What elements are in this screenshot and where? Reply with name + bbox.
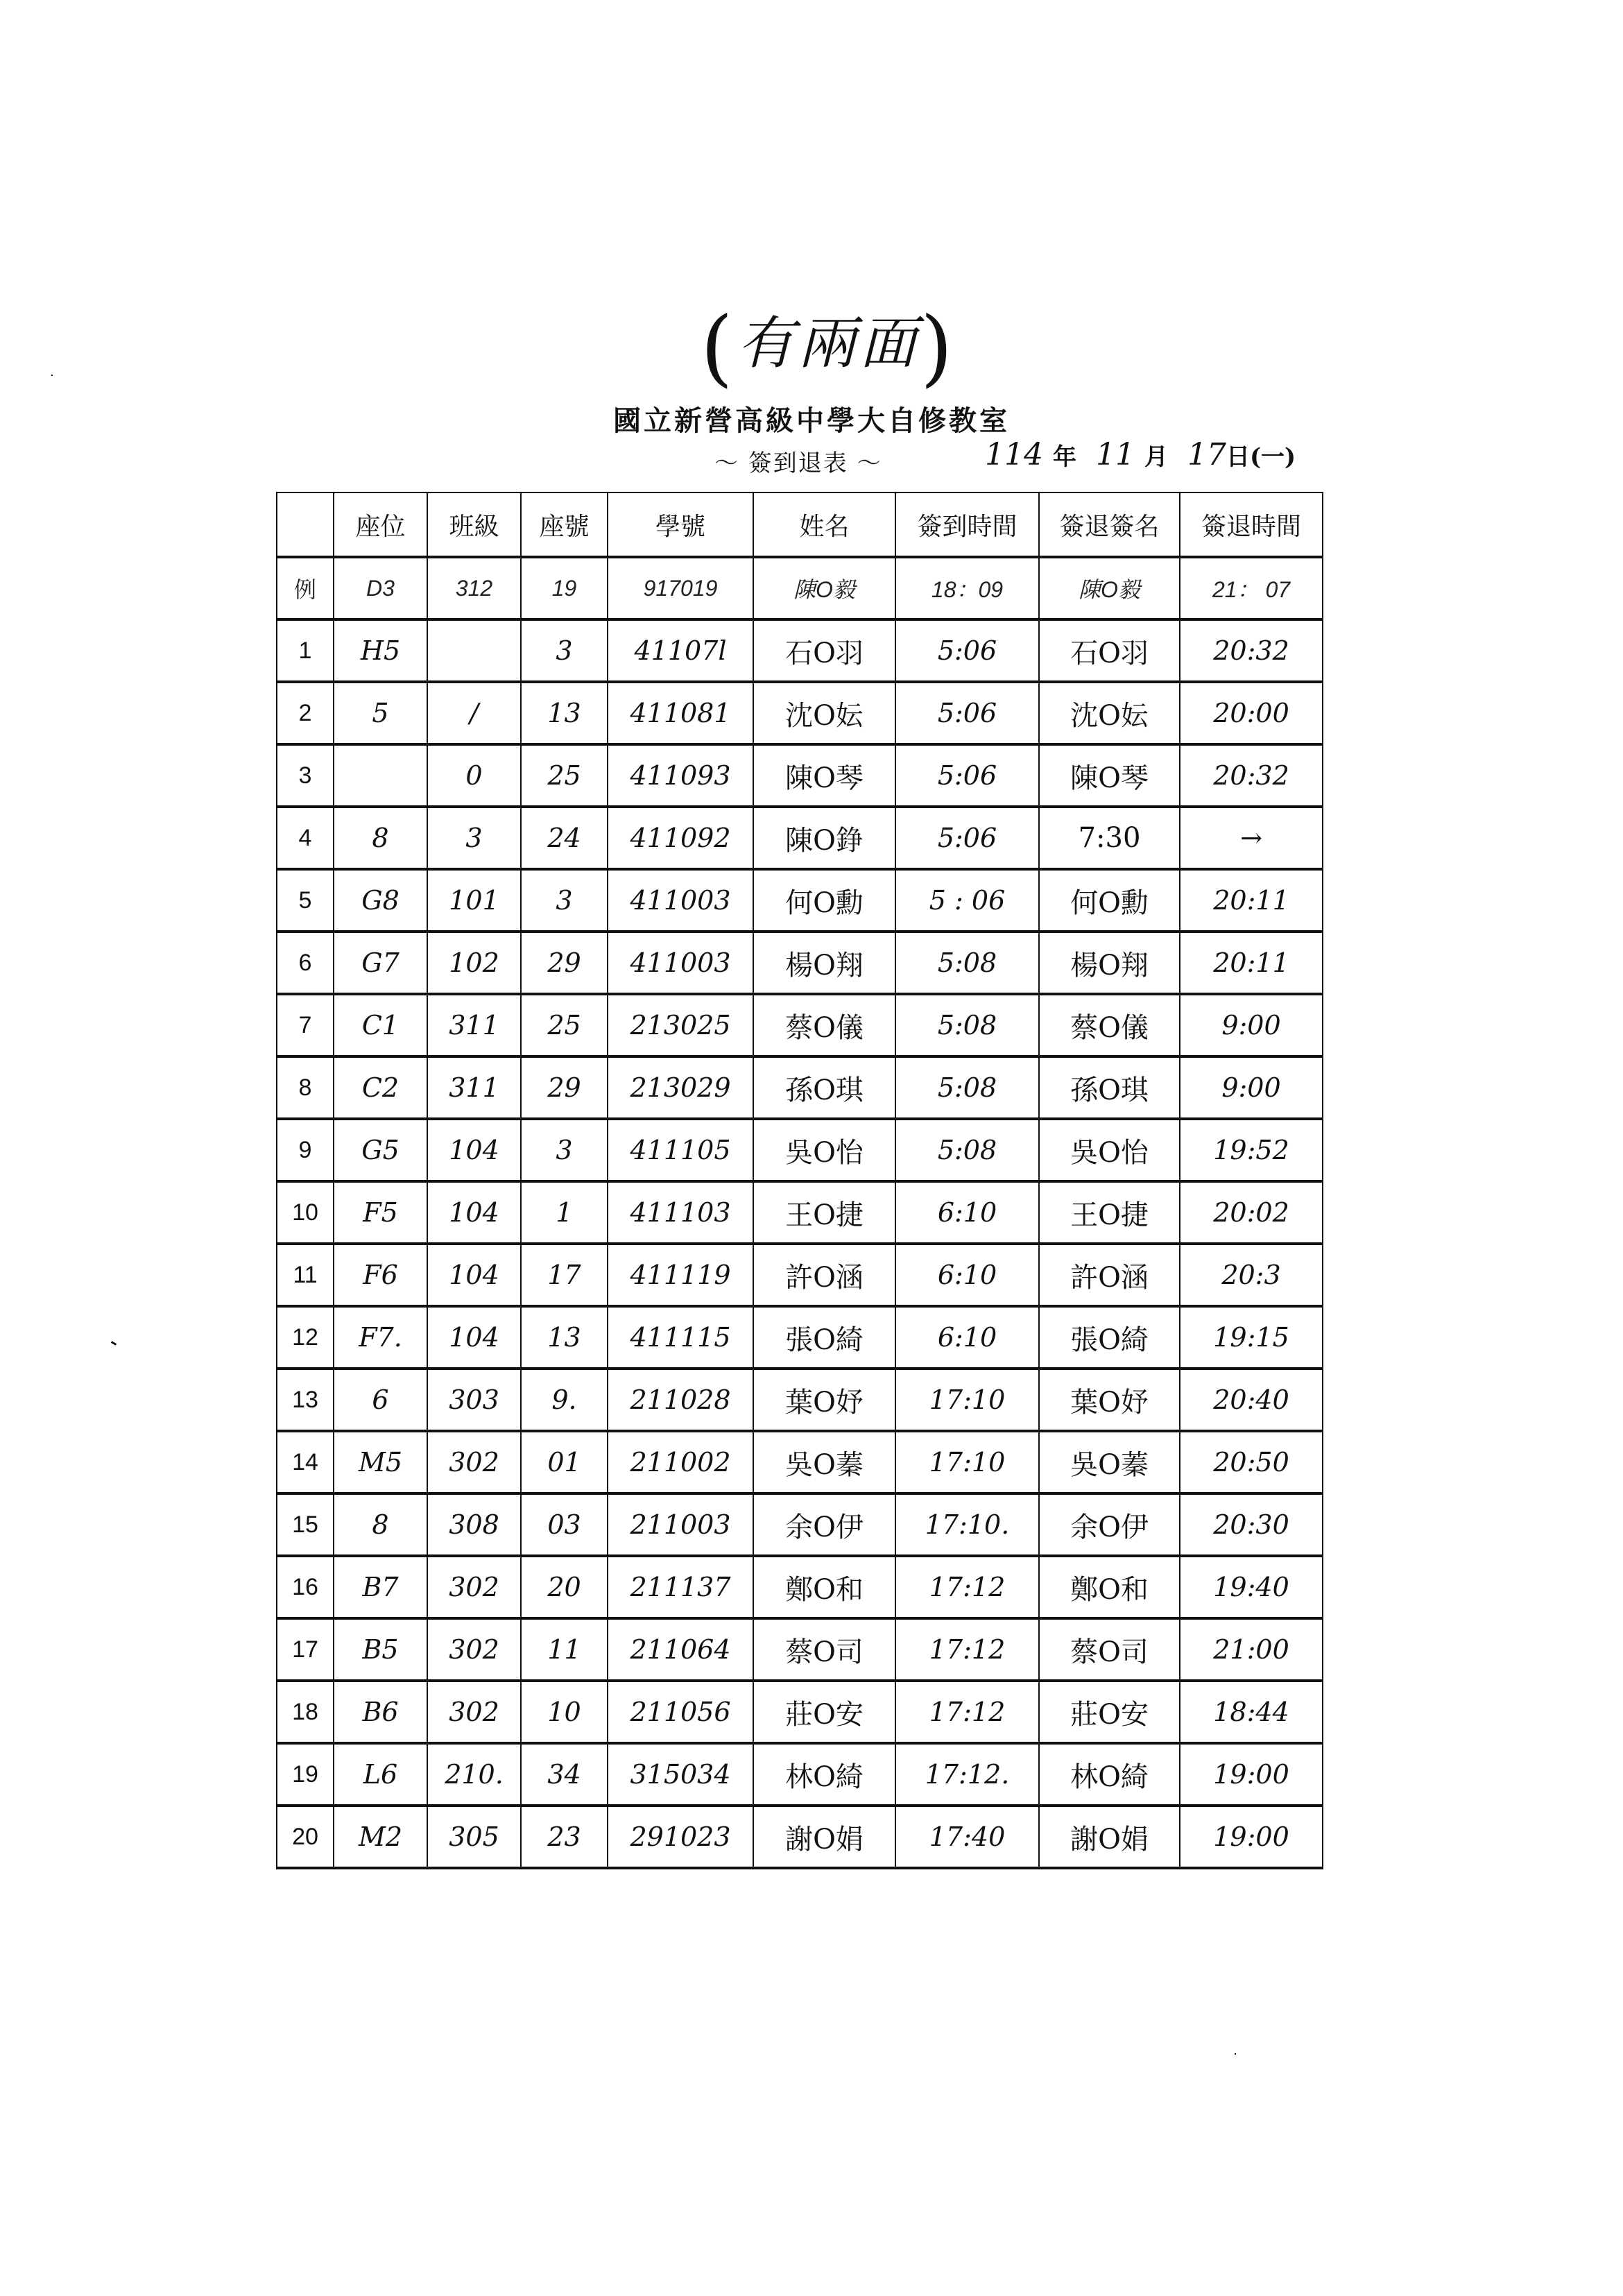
- number-cell: 13: [521, 1306, 608, 1369]
- row-number: 7: [277, 994, 334, 1056]
- student-id-cell: 411103: [608, 1181, 753, 1244]
- student-id-cell: 211003: [608, 1493, 753, 1556]
- row-number: 19: [277, 1743, 334, 1806]
- checkin-time-cell: 5:08: [895, 1056, 1039, 1119]
- checkin-time-cell: 5:08: [895, 1119, 1039, 1181]
- student-id-cell: 411093: [608, 744, 753, 807]
- number-cell: 3: [521, 1119, 608, 1181]
- number-cell: 17: [521, 1244, 608, 1306]
- checkout-time-cell: 19:00: [1180, 1806, 1323, 1868]
- date-month: 11: [1095, 437, 1135, 472]
- student-id-cell: 211137: [608, 1556, 753, 1618]
- checkout-signature-cell: 7:30: [1039, 807, 1180, 869]
- row-number: 5: [277, 869, 334, 932]
- seat-cell: F5: [334, 1181, 427, 1244]
- checkin-time-cell: 5:08: [895, 932, 1039, 994]
- seat-cell: F6: [334, 1244, 427, 1306]
- name-cell: 林O綺: [753, 1743, 895, 1806]
- seat-cell: 8: [334, 807, 427, 869]
- number-cell: 34: [521, 1743, 608, 1806]
- checkout-signature-cell: 蔡O司: [1039, 1618, 1180, 1681]
- example-class: 312: [427, 557, 521, 619]
- class-cell: 102: [427, 932, 521, 994]
- checkout-signature-cell: 何O勳: [1039, 869, 1180, 932]
- checkin-time-cell: 5:06: [895, 682, 1039, 744]
- checkin-time-cell: 6:10: [895, 1306, 1039, 1369]
- name-cell: 陳O錚: [753, 807, 895, 869]
- checkout-time-cell: 19:00: [1180, 1743, 1323, 1806]
- number-cell: 1: [521, 1181, 608, 1244]
- seat-cell: 8: [334, 1493, 427, 1556]
- student-id-cell: 213029: [608, 1056, 753, 1119]
- header-class: 班級: [427, 492, 521, 557]
- checkout-signature-cell: 張O綺: [1039, 1306, 1180, 1369]
- class-cell: 104: [427, 1181, 521, 1244]
- class-cell: 302: [427, 1431, 521, 1493]
- checkout-time-cell: →: [1180, 807, 1323, 869]
- row-number: 11: [277, 1244, 334, 1306]
- checkout-time-cell: 19:52: [1180, 1119, 1323, 1181]
- seat-cell: G7: [334, 932, 427, 994]
- checkin-time-cell: 17:12.: [895, 1743, 1039, 1806]
- checkout-signature-cell: 余O伊: [1039, 1493, 1180, 1556]
- row-number: 4: [277, 807, 334, 869]
- checkin-time-cell: 5:06: [895, 807, 1039, 869]
- class-cell: 302: [427, 1556, 521, 1618]
- header-row: [277, 492, 1323, 557]
- name-cell: 吳O怡: [753, 1119, 895, 1181]
- table-row: [277, 1493, 1323, 1556]
- example-label: 例: [277, 557, 334, 619]
- header-checkout-signature: 簽退簽名: [1039, 492, 1180, 557]
- name-cell: 陳O琴: [753, 744, 895, 807]
- table-row: [277, 1056, 1323, 1119]
- checkin-time-cell: 17:12: [895, 1556, 1039, 1618]
- name-cell: 石O羽: [753, 619, 895, 682]
- checkin-time-cell: 6:10: [895, 1244, 1039, 1306]
- checkout-signature-cell: 鄭O和: [1039, 1556, 1180, 1618]
- checkin-time-cell: 17:10: [895, 1369, 1039, 1431]
- seat-cell: H5: [334, 619, 427, 682]
- row-number: 13: [277, 1369, 334, 1431]
- seat-cell: 5: [334, 682, 427, 744]
- example-seat: D3: [334, 557, 427, 619]
- row-number: 12: [277, 1306, 334, 1369]
- row-number: 9: [277, 1119, 334, 1181]
- scan-speck: [51, 375, 53, 376]
- number-cell: 24: [521, 807, 608, 869]
- student-id-cell: 411105: [608, 1119, 753, 1181]
- example-number: 19: [521, 557, 608, 619]
- seat-cell: B6: [334, 1681, 427, 1743]
- seat-cell: [334, 744, 427, 807]
- class-cell: /: [427, 682, 521, 744]
- checkin-time-cell: 5:06: [895, 744, 1039, 807]
- example-name: 陳O毅: [753, 557, 895, 619]
- checkout-time-cell: 19:40: [1180, 1556, 1323, 1618]
- class-cell: [427, 619, 521, 682]
- checkout-time-cell: 20:32: [1180, 619, 1323, 682]
- header-number: 座號: [521, 492, 608, 557]
- name-cell: 鄭O和: [753, 1556, 895, 1618]
- checkout-time-cell: 18:44: [1180, 1681, 1323, 1743]
- table-row: [277, 1244, 1323, 1306]
- seat-cell: 6: [334, 1369, 427, 1431]
- row-number: 8: [277, 1056, 334, 1119]
- example-checkout: 21： 07: [1180, 557, 1323, 619]
- checkout-time-cell: 20:3: [1180, 1244, 1323, 1306]
- student-id-cell: 411092: [608, 807, 753, 869]
- number-cell: 3: [521, 619, 608, 682]
- student-id-cell: 211028: [608, 1369, 753, 1431]
- row-number: 10: [277, 1181, 334, 1244]
- number-cell: 25: [521, 994, 608, 1056]
- class-cell: 302: [427, 1618, 521, 1681]
- student-id-cell: 211064: [608, 1618, 753, 1681]
- date-day: 17: [1187, 437, 1226, 472]
- student-id-cell: 41107l: [608, 619, 753, 682]
- student-id-cell: 411115: [608, 1306, 753, 1369]
- checkin-time-cell: 6:10: [895, 1181, 1039, 1244]
- seat-cell: C2: [334, 1056, 427, 1119]
- checkout-time-cell: 20:30: [1180, 1493, 1323, 1556]
- class-cell: 0: [427, 744, 521, 807]
- table-row: [277, 1431, 1323, 1493]
- checkout-signature-cell: 謝O娟: [1039, 1806, 1180, 1868]
- row-number: 15: [277, 1493, 334, 1556]
- seat-cell: M5: [334, 1431, 427, 1493]
- checkout-signature-cell: 許O涵: [1039, 1244, 1180, 1306]
- number-cell: 3: [521, 869, 608, 932]
- number-cell: 10: [521, 1681, 608, 1743]
- checkout-signature-cell: 楊O翔: [1039, 932, 1180, 994]
- row-number: 2: [277, 682, 334, 744]
- checkin-time-cell: 17:10.: [895, 1493, 1039, 1556]
- checkout-signature-cell: 吳O蓁: [1039, 1431, 1180, 1493]
- student-id-cell: 411081: [608, 682, 753, 744]
- class-cell: 210.: [427, 1743, 521, 1806]
- checkin-time-cell: 17:40: [895, 1806, 1039, 1868]
- table-row: [277, 1369, 1323, 1431]
- number-cell: 29: [521, 1056, 608, 1119]
- name-cell: 楊O翔: [753, 932, 895, 994]
- class-cell: 104: [427, 1306, 521, 1369]
- student-id-cell: 411003: [608, 869, 753, 932]
- class-cell: 305: [427, 1806, 521, 1868]
- number-cell: 9.: [521, 1369, 608, 1431]
- header-seat: 座位: [334, 492, 427, 557]
- student-id-cell: 411119: [608, 1244, 753, 1306]
- row-number: 3: [277, 744, 334, 807]
- checkout-time-cell: 20:40: [1180, 1369, 1323, 1431]
- number-cell: 13: [521, 682, 608, 744]
- number-cell: 29: [521, 932, 608, 994]
- header-name: 姓名: [753, 492, 895, 557]
- student-id-cell: 411003: [608, 932, 753, 994]
- name-cell: 許O涵: [753, 1244, 895, 1306]
- name-cell: 孫O琪: [753, 1056, 895, 1119]
- seat-cell: M2: [334, 1806, 427, 1868]
- scan-speck: [111, 1341, 117, 1346]
- number-cell: 11: [521, 1618, 608, 1681]
- row-number: 17: [277, 1618, 334, 1681]
- row-number: 16: [277, 1556, 334, 1618]
- table-row: [277, 869, 1323, 932]
- table-row: [277, 682, 1323, 744]
- table-row: [277, 1119, 1323, 1181]
- name-cell: 莊O安: [753, 1681, 895, 1743]
- name-cell: 沈O妘: [753, 682, 895, 744]
- class-cell: 3: [427, 807, 521, 869]
- name-cell: 謝O娟: [753, 1806, 895, 1868]
- class-cell: 104: [427, 1119, 521, 1181]
- handwritten-note: (有兩面): [701, 300, 957, 396]
- example-student-id: 917019: [608, 557, 753, 619]
- name-cell: 葉O妤: [753, 1369, 895, 1431]
- checkout-time-cell: 20:32: [1180, 744, 1323, 807]
- name-cell: 蔡O司: [753, 1618, 895, 1681]
- class-cell: 104: [427, 1244, 521, 1306]
- row-number: 18: [277, 1681, 334, 1743]
- document-title: 國立新營高級中學大自修教室: [613, 404, 1010, 437]
- table-row: [277, 619, 1323, 682]
- seat-cell: B5: [334, 1618, 427, 1681]
- checkin-time-cell: 17:10: [895, 1431, 1039, 1493]
- example-row: [277, 557, 1323, 619]
- number-cell: 03: [521, 1493, 608, 1556]
- student-id-cell: 315034: [608, 1743, 753, 1806]
- name-cell: 吳O蓁: [753, 1431, 895, 1493]
- checkout-time-cell: 20:11: [1180, 869, 1323, 932]
- number-cell: 25: [521, 744, 608, 807]
- checkin-time-cell: 17:12: [895, 1681, 1039, 1743]
- header-index: [277, 492, 334, 557]
- class-cell: 308: [427, 1493, 521, 1556]
- checkin-time-cell: 5 : 06: [895, 869, 1039, 932]
- table-row: [277, 807, 1323, 869]
- scan-speck: [1235, 2053, 1236, 2055]
- checkout-signature-cell: 石O羽: [1039, 619, 1180, 682]
- class-cell: 101: [427, 869, 521, 932]
- table-row: [277, 1306, 1323, 1369]
- row-number: 14: [277, 1431, 334, 1493]
- checkout-signature-cell: 陳O琴: [1039, 744, 1180, 807]
- name-cell: 何O勳: [753, 869, 895, 932]
- checkout-time-cell: 20:11: [1180, 932, 1323, 994]
- checkout-time-cell: 19:15: [1180, 1306, 1323, 1369]
- seat-cell: F7.: [334, 1306, 427, 1369]
- date-weekday: (一): [1249, 443, 1296, 471]
- table-row: [277, 1743, 1323, 1806]
- table-row: [277, 1556, 1323, 1618]
- document-subtitle: ～ 簽到退表 ～: [714, 449, 882, 477]
- number-cell: 23: [521, 1806, 608, 1868]
- row-number: 6: [277, 932, 334, 994]
- class-cell: 311: [427, 1056, 521, 1119]
- student-id-cell: 291023: [608, 1806, 753, 1868]
- checkout-signature-cell: 莊O安: [1039, 1681, 1180, 1743]
- seat-cell: G5: [334, 1119, 427, 1181]
- checkin-time-cell: 5:06: [895, 619, 1039, 682]
- name-cell: 王O捷: [753, 1181, 895, 1244]
- table-row: [277, 1618, 1323, 1681]
- table-row: [277, 932, 1323, 994]
- seat-cell: L6: [334, 1743, 427, 1806]
- seat-cell: G8: [334, 869, 427, 932]
- class-cell: 311: [427, 994, 521, 1056]
- header-checkout-time: 簽退時間: [1180, 492, 1323, 557]
- checkin-time-cell: 5:08: [895, 994, 1039, 1056]
- checkout-signature-cell: 林O綺: [1039, 1743, 1180, 1806]
- example-checkin: 18：09: [895, 557, 1039, 619]
- table-row: [277, 744, 1323, 807]
- checkout-time-cell: 9:00: [1180, 1056, 1323, 1119]
- header-student-id: 學號: [608, 492, 753, 557]
- seat-cell: C1: [334, 994, 427, 1056]
- name-cell: 余O伊: [753, 1493, 895, 1556]
- table-row: [277, 1806, 1323, 1868]
- checkout-signature-cell: 葉O妤: [1039, 1369, 1180, 1431]
- student-id-cell: 211056: [608, 1681, 753, 1743]
- class-cell: 302: [427, 1681, 521, 1743]
- table-row: [277, 1681, 1323, 1743]
- student-id-cell: 211002: [608, 1431, 753, 1493]
- checkin-time-cell: 17:12: [895, 1618, 1039, 1681]
- seat-cell: B7: [334, 1556, 427, 1618]
- checkout-signature-cell: 蔡O儀: [1039, 994, 1180, 1056]
- row-number: 20: [277, 1806, 334, 1868]
- table-row: [277, 994, 1323, 1056]
- sign-in-out-table: [276, 492, 1323, 1869]
- checkout-time-cell: 20:50: [1180, 1431, 1323, 1493]
- header-checkin-time: 簽到時間: [895, 492, 1039, 557]
- date-year: 114: [985, 437, 1043, 472]
- table-row: [277, 1181, 1323, 1244]
- checkout-time-cell: 20:00: [1180, 682, 1323, 744]
- example-checkout-sign: 陳O毅: [1039, 557, 1180, 619]
- name-cell: 張O綺: [753, 1306, 895, 1369]
- checkout-time-cell: 20:02: [1180, 1181, 1323, 1244]
- number-cell: 01: [521, 1431, 608, 1493]
- class-cell: 303: [427, 1369, 521, 1431]
- student-id-cell: 213025: [608, 994, 753, 1056]
- checkout-signature-cell: 孫O琪: [1039, 1056, 1180, 1119]
- checkout-time-cell: 21:00: [1180, 1618, 1323, 1681]
- checkout-signature-cell: 王O捷: [1039, 1181, 1180, 1244]
- name-cell: 蔡O儀: [753, 994, 895, 1056]
- row-number: 1: [277, 619, 334, 682]
- checkout-time-cell: 9:00: [1180, 994, 1323, 1056]
- date-field: 114 年 11 月 17日(一): [985, 437, 1296, 472]
- number-cell: 20: [521, 1556, 608, 1618]
- checkout-signature-cell: 吳O怡: [1039, 1119, 1180, 1181]
- checkout-signature-cell: 沈O妘: [1039, 682, 1180, 744]
